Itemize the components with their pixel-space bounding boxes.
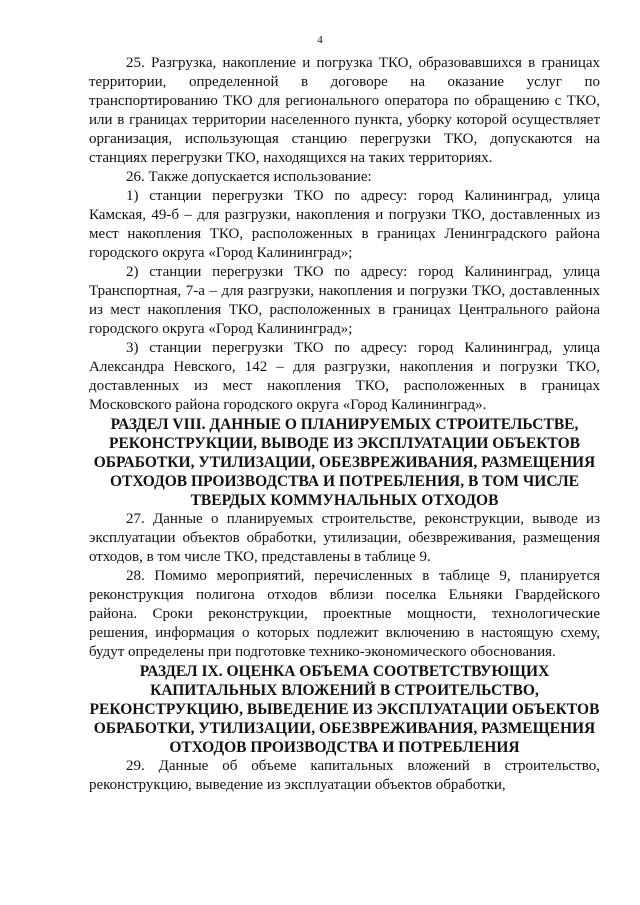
page-number: 4 (317, 34, 323, 46)
paragraph-26-item-1: 1) станции перегрузки ТКО по адресу: город Калининград, улица Камская, 49-б – для разгрузки, накопления и погрузки ТКО, доставленных из мест накопления ТКО, расположенных в границах Ленинградского района городского округа «Город Калининград»; (89, 188, 600, 261)
paragraph-27: 27. Данные о планируемых строительстве, реконструкции, выводе из эксплуатации объектов обработки, утилизации, обезвреживания, размещения отходов, в том числе ТКО, представлены в таблице 9. (89, 511, 600, 565)
paragraph-28: 28. Помимо мероприятий, перечисленных в таблице 9, планируется реконструкция полигона отходов вблизи поселка Ельняки Гвардейского района. Сроки реконструкции, проектные мощности, технологические решения, информация о которых подлежит включению в настоящую схему, будут определены при подготовке технико-экономического обоснования. (89, 568, 600, 660)
paragraph-25: 25. Разгрузка, накопление и погрузка ТКО, образовавшихся в границах территории, определенной в договоре на оказание услуг по транспортированию ТКО для регионального оператора по обращению с ТКО, или в границах территории населенного пункта, уборку которой осуществляет организация, использующая станцию перегрузки ТКО, допускаются на станциях перегрузки ТКО, находящихся на таких территориях. (89, 55, 600, 166)
paragraph-26: 26. Также допускается использование: (126, 169, 372, 185)
paragraph-26-item-3: 3) станции перегрузки ТКО по адресу: город Калининград, улица Александра Невского, 142 – для разгрузки, накопления и погрузки ТКО, доставленных из мест накопления ТКО, расположенных в границах Московского района городского округа «Город Калининград». (89, 340, 600, 413)
section-8-heading: РАЗДЕЛ VIII. ДАННЫЕ О ПЛАНИРУЕМЫХ СТРОИТЕЛЬСТВЕ, РЕКОНСТРУКЦИИ, ВЫВОДЕ ИЗ ЭКСПЛУАТАЦИИ ОБЪЕКТОВ ОБРАБОТКИ, УТИЛИЗАЦИИ, ОБЕЗВРЕЖИВАНИЯ, РАЗМЕЩЕНИЯ ОТХОДОВ ПРОИЗВОДСТВА И ПОТРЕБЛЕНИЯ, В ТОМ ЧИСЛЕ ТВЕРДЫХ КОММУНАЛЬНЫХ ОТХОДОВ (93, 416, 596, 509)
paragraph-26-item-2: 2) станции перегрузки ТКО по адресу: город Калининград, улица Транспортная, 7-а – для разгрузки, накопления и погрузки ТКО, доставленных из мест накопления ТКО, расположенных в границах Центрального района городского округа «Город Калининград»; (89, 264, 600, 337)
section-9-heading: РАЗДЕЛ IX. ОЦЕНКА ОБЪЕМА СООТВЕТСТВУЮЩИХ КАПИТАЛЬНЫХ ВЛОЖЕНИЙ В СТРОИТЕЛЬСТВО, РЕКОНСТРУКЦИЮ, ВЫВЕДЕНИЕ ИЗ ЭКСПЛУАТАЦИИ ОБЪЕКТОВ ОБРАБОТКИ, УТИЛИЗАЦИИ, ОБЕЗВРЕЖИВАНИЯ, РАЗМЕЩЕНИЯ ОТХОДОВ ПРОИЗВОДСТВА И ПОТРЕБЛЕНИЯ (89, 663, 600, 756)
paragraph-29: 29. Данные об объеме капитальных вложений в строительство, реконструкцию, выведение из эксплуатации объектов обработки, (89, 758, 600, 793)
document-body (89, 54, 600, 795)
